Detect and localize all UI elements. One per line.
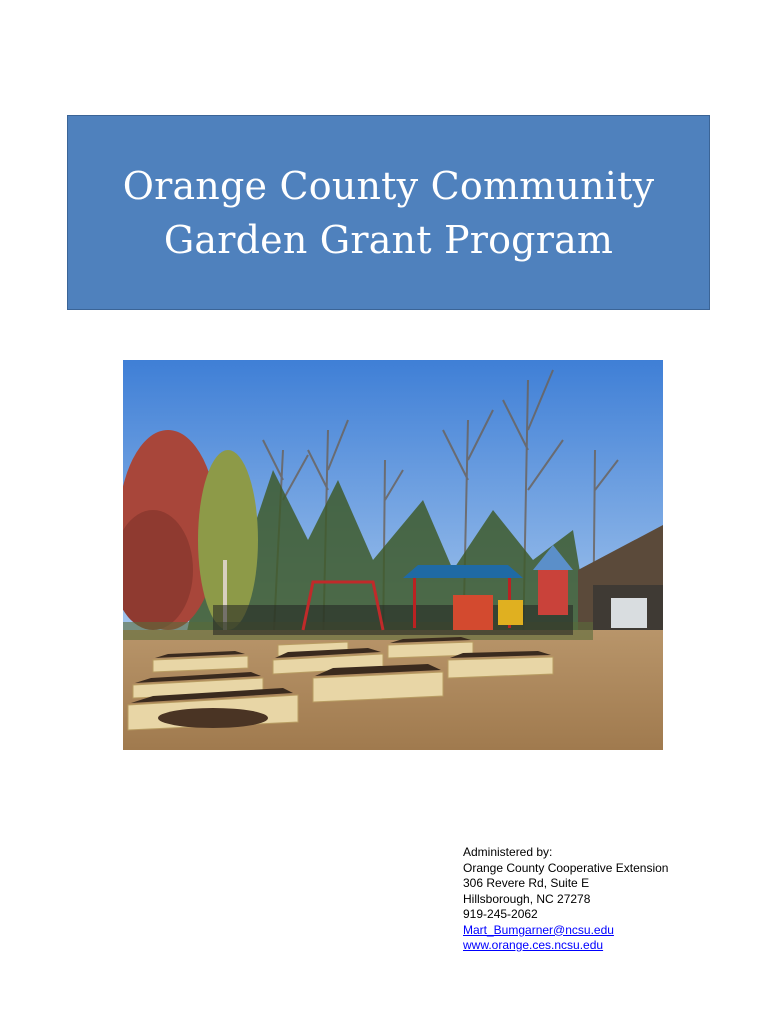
organization-name: Orange County Cooperative Extension (463, 860, 669, 875)
street-address: 306 Revere Rd, Suite E (463, 876, 590, 890)
title-banner (67, 115, 710, 310)
title-line-2: Garden Grant Program (163, 217, 614, 262)
city-state-zip: Hillsborough, NC 27278 (463, 891, 591, 906)
email-link[interactable]: Mart_Bumgarner@ncsu.edu (463, 922, 614, 937)
administrator-contact (463, 845, 668, 954)
title-line-1: Orange County Community (122, 163, 655, 208)
administered-by-heading: Administered by: (463, 845, 553, 859)
phone-number: 919-245-2062 (463, 907, 538, 921)
website-link[interactable]: www.orange.ces.ncsu.edu (463, 938, 604, 952)
garden-photo (123, 360, 663, 750)
